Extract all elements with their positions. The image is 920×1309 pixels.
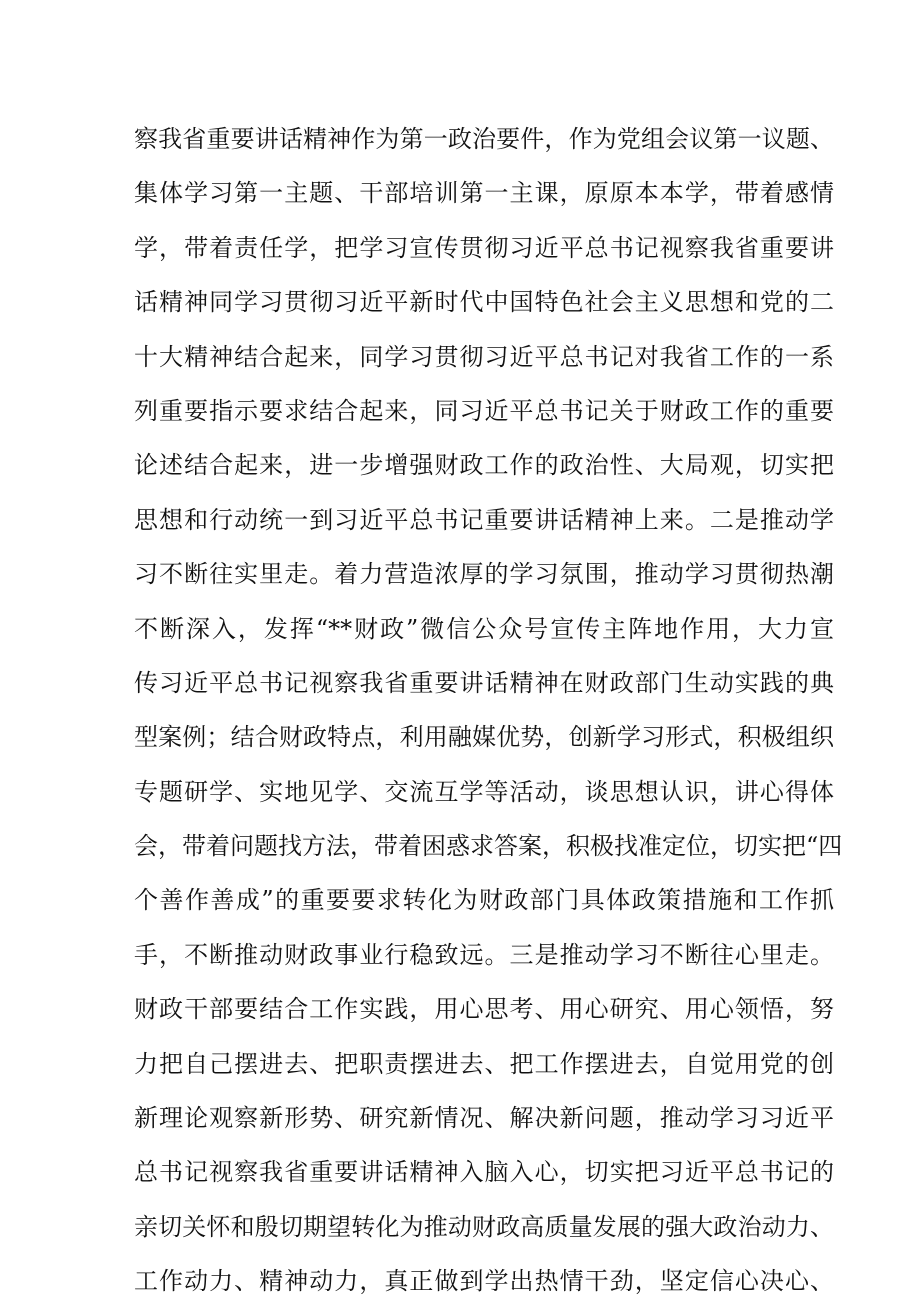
text-line-10: 不断深入，发挥“**财政”微信公众号宣传主阵地作用，大力宣 (134, 614, 834, 643)
text-line-19: 新理论观察新形势、研究新情况、解决新问题，推动学习习近平 (134, 1104, 834, 1133)
text-line-14: 会，带着问题找方法，带着困惑求答案，积极找准定位，切实把“四 (134, 832, 843, 861)
text-line-13: 专题研学、实地见学、交流互学等活动，谈思想认识，讲心得体 (134, 777, 834, 806)
text-line-5: 十大精神结合起来，同学习贯彻习近平总书记对我省工作的一系 (134, 342, 834, 371)
text-line-15: 个善作善成”的重要要求转化为财政部门具体政策措施和工作抓 (134, 886, 834, 915)
text-line-22: 工作动力、精神动力，真正做到学出热情干劲，坚定信心决心、 (134, 1267, 834, 1296)
text-line-17: 财政干部要结合工作实践，用心思考、用心研究、用心领悟，努 (134, 995, 834, 1024)
text-line-4: 话精神同学习贯彻习近平新时代中国特色社会主义思想和党的二 (134, 288, 834, 317)
text-line-3: 学，带着责任学，把学习宣传贯彻习近平总书记视察我省重要讲 (134, 233, 834, 262)
text-line-2: 集体学习第一主题、干部培训第一主课，原原本本学，带着感情 (134, 179, 834, 208)
text-line-18: 力把自己摆进去、把职责摆进去、把工作摆进去，自觉用党的创 (134, 1049, 834, 1078)
text-line-1: 察我省重要讲话精神作为第一政治要件，作为党组会议第一议题、 (134, 125, 834, 153)
text-line-16: 手，不断推动财政事业行稳致远。三是推动学习不断往心里走。 (134, 940, 834, 969)
text-line-21: 亲切关怀和殷切期望转化为推动财政高质量发展的强大政治动力、 (134, 1212, 834, 1241)
text-line-11: 传习近平总书记视察我省重要讲话精神在财政部门生动实践的典 (134, 668, 834, 697)
text-line-12: 型案例；结合财政特点，利用融媒优势，创新学习形式，积极组织 (134, 723, 834, 752)
text-line-8: 思想和行动统一到习近平总书记重要讲话精神上来。二是推动学 (134, 505, 834, 534)
text-line-7: 论述结合起来，进一步增强财政工作的政治性、大局观，切实把 (134, 451, 834, 480)
text-line-6: 列重要指示要求结合起来，同习近平总书记关于财政工作的重要 (134, 396, 834, 425)
body-paragraph (134, 112, 843, 1309)
text-line-9: 习不断往实里走。着力营造浓厚的学习氛围，推动学习贯彻热潮 (134, 560, 834, 589)
text-line-20: 总书记视察我省重要讲话精神入脑入心，切实把习近平总书记的 (134, 1158, 834, 1187)
